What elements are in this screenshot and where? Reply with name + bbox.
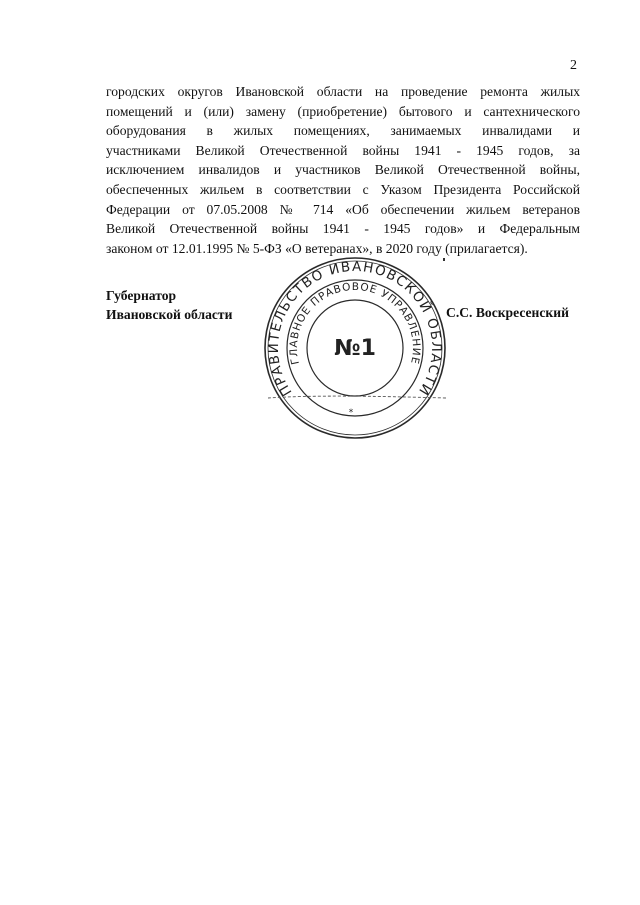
official-seal <box>262 255 448 441</box>
signer-title <box>106 286 232 324</box>
seal-star: * <box>348 408 354 418</box>
body-line: помещений и (или) замену (приобретение) бытового и сантехнического <box>106 103 580 119</box>
signer-title-line: Ивановской области <box>106 307 233 322</box>
seal-number: №1 <box>334 336 376 361</box>
seal-inner-text: ГЛАВНОЕ ПРАВОВОЕ УПРАВЛЕНИЕ <box>287 280 423 366</box>
page-number: 2 <box>570 58 577 73</box>
body-line: Федерации от 07.05.2008 № 714 «Об обеспечении жильем ветеранов <box>106 201 580 217</box>
seal-outer-text: ПРАВИТЕЛЬСТВО ИВАНОВСКОЙ ОБЛАСТИ <box>265 258 445 399</box>
body-line: законом от 12.01.1995 № 5-ФЗ «О ветеранах», в 2020 году (прилагается). <box>106 240 528 256</box>
signer-title-line: Губернатор <box>106 288 177 303</box>
signer-name: С.С. Воскресенский <box>446 305 569 320</box>
body-line: участниками Великой Отечественной войны 1941 - 1945 годов, за <box>106 142 580 158</box>
body-line: Великой Отечественной войны 1941 - 1945 годов» и Федеральным <box>106 221 580 237</box>
body-line: обеспеченных жильем в соответствии с Указом Президента Российской <box>106 181 580 197</box>
body-line: исключением инвалидов и участников Великой Отечественной войны, <box>106 162 580 178</box>
body-line: городских округов Ивановской области на проведение ремонта жилых <box>106 84 580 99</box>
body-paragraph <box>106 82 580 258</box>
body-line: оборудования в жилых помещениях, занимаемых инвалидами и <box>106 123 580 139</box>
